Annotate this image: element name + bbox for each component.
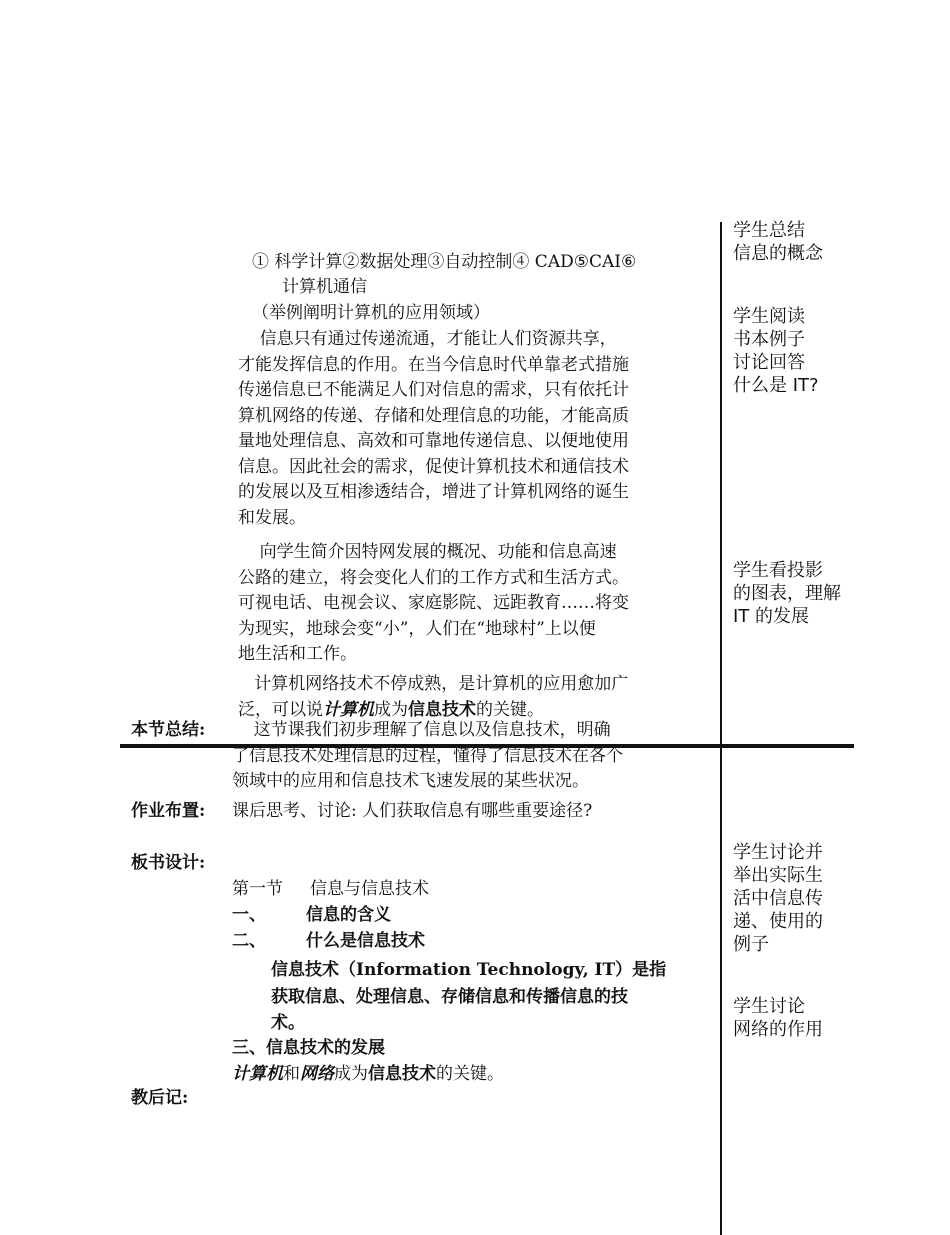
paragraph-1: 信息只有通过传递流通，才能让人们资源共享， 才能发挥信息的作用。在当今信息时代单靠老式措施 传递信息已不能满足人们对信息的需求，只有依托计 算机网络的传递、存储和处理信息的功能，才能高质 量地处理信息、高效和可靠地传递信息、以便地使用 信息。因此社会的需求，促使计算机技术和通信技术 的发展以及互相渗透结合，增进了计算机网络的诞生 和发展。 [238, 329, 629, 528]
summary-label: 本节总结: [131, 720, 206, 740]
side-note-1: 学生总结 信息的概念 [733, 220, 823, 264]
homework-label: 作业布置: [131, 801, 206, 821]
board-section: 第一节 信息与信息技术 [232, 879, 430, 899]
board-item-1-text: 信息的含义 [306, 905, 391, 925]
column-divider-lower [720, 748, 722, 1235]
side-note-3: 学生看投影 的图表，理解 IT 的发展 [733, 560, 841, 627]
board-item-3: 三、信息技术的发展 [232, 1038, 385, 1058]
paragraph-3: 计算机网络技术不停成熟，是计算机的应用愈加广 泛，可以说计算机成为信息技术的关键。 [238, 674, 629, 720]
reflection-label: 教后记: [131, 1088, 189, 1108]
side-note-5: 学生讨论 网络的作用 [733, 996, 823, 1040]
board-item-2-num: 二、 [232, 931, 266, 951]
side-note-4: 学生讨论并 举出实际生 活中信息传 递、使用的 例子 [733, 842, 823, 955]
summary-text: 这节课我们初步理解了信息以及信息技术，明确 了信息技术处理信息的过程，懂得了信息技术在各个 领域中的应用和信息技术飞速发展的某些状况。 [232, 720, 623, 791]
board-item-1-num: 一、 [232, 905, 266, 925]
paragraph-2: 向学生简介因特网发展的概况、功能和信息高速 公路的建立，将会变化人们的工作方式和生活方式。 可视电话、电视会议、家庭影院、远距教育……将变 为现实，地球会变“小”，人们在“地球村”上以便 地生活和工作。 [238, 542, 629, 664]
board-definition: 信息技术（Information Technology, IT）是指 获取信息、处理信息、存储信息和传播信息的技 术。 [271, 960, 667, 1033]
apps-line-1: ① 科学计算②数据处理③自动控制④ CAD⑤CAI⑥ [252, 252, 637, 272]
board-label: 板书设计: [131, 853, 206, 873]
side-note-2: 学生阅读 书本例子 讨论回答 什么是 IT? [733, 306, 819, 396]
apps-note: （举例阐明计算机的应用领域） [252, 303, 490, 323]
homework-text: 课后思考、讨论: 人们获取信息有哪些重要途径? [232, 801, 593, 821]
board-item-2-text: 什么是信息技术 [306, 931, 425, 951]
board-final-line: 计算机和网络成为信息技术的关键。 [232, 1064, 504, 1084]
apps-line-2: 计算机通信 [282, 277, 367, 297]
column-divider-upper [720, 222, 722, 746]
